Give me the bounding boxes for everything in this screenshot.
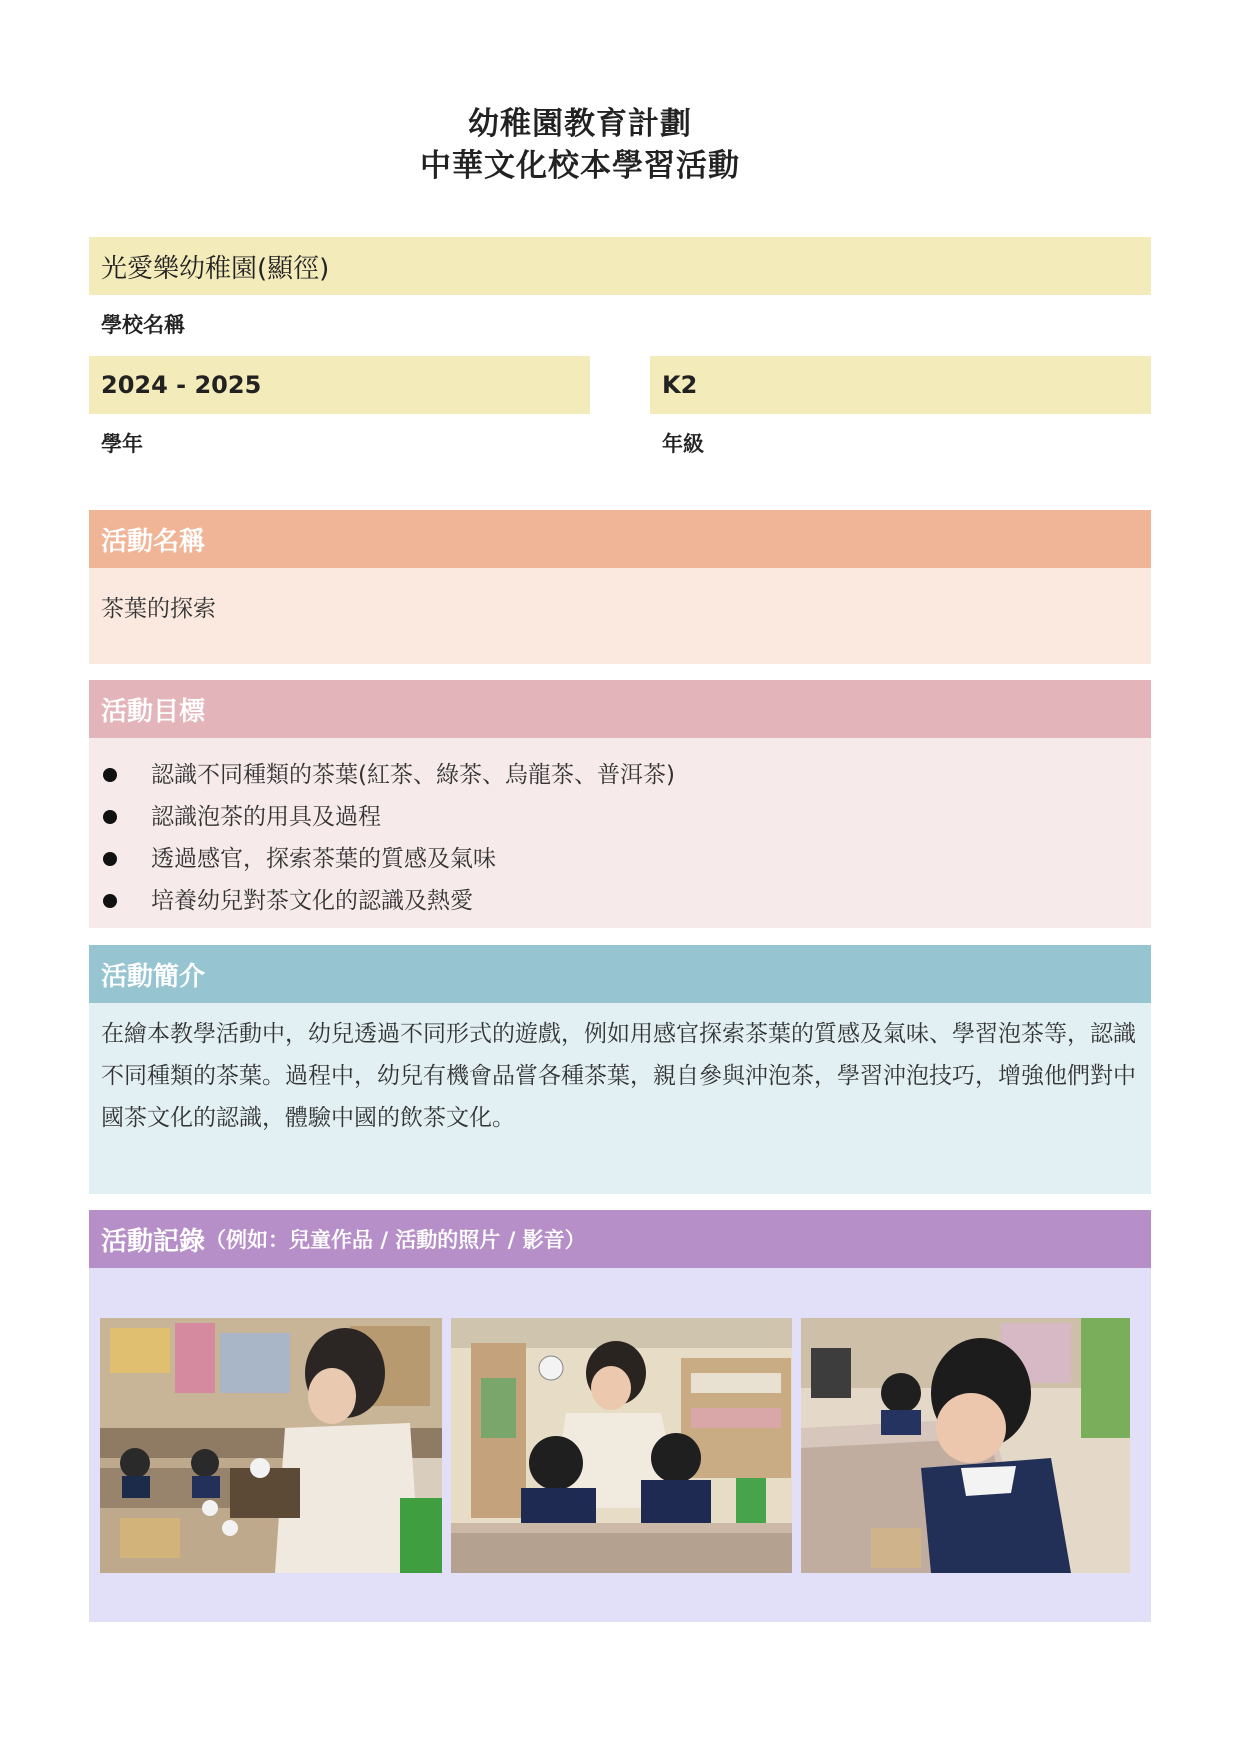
activity-record-heading: 活動記錄 (101, 1226, 206, 1257)
activity-photo-2 (451, 1318, 792, 1573)
bullet-icon (103, 852, 117, 866)
activity-record-heading-note: （例如：兒童作品 / 活動的照片 / 影音） (205, 1228, 586, 1252)
activity-goals-body (89, 738, 1151, 928)
grade-value: K2 (662, 371, 698, 399)
activity-intro-text: 在繪本教學活動中，幼兒透過不同形式的遊戲，例如用感官探索茶葉的質感及氣味、學習泡茶等，認識不同種類的茶葉。過程中，幼兒有機會品嘗各種茶葉，親自參與沖泡茶，學習沖泡技巧，增強他們對中國茶文化的認識，體驗中國的飲茶文化。 (101, 1021, 1136, 1131)
activity-name-body (89, 568, 1151, 664)
photo-boy-tasting-tea (801, 1318, 1130, 1573)
page-title-line2: 中華文化校本學習活動 (420, 148, 740, 184)
activity-name-value: 茶葉的探索 (101, 596, 216, 622)
bullet-icon (103, 768, 117, 782)
activity-intro-header (89, 945, 1151, 1003)
activity-goals-heading: 活動目標 (101, 696, 206, 727)
activity-goals-header (89, 680, 1151, 738)
bullet-icon (103, 894, 117, 908)
school-name-field (89, 237, 1151, 295)
school-name-value: 光愛樂幼稚園(顯徑) (101, 253, 330, 284)
activity-record-header (89, 1210, 1151, 1268)
bullet-icon (103, 810, 117, 824)
page-title-line1: 幼稚園教育計劃 (468, 106, 692, 142)
activity-photo-1 (100, 1318, 442, 1573)
list-item: 認識泡茶的用具及過程 (89, 796, 1151, 838)
activity-photo-3 (801, 1318, 1130, 1573)
activity-name-header (89, 510, 1151, 568)
activity-goals-list (89, 754, 1151, 922)
grade-label: 年級 (662, 432, 704, 456)
grade-field (650, 356, 1151, 414)
list-item: 透過感官，探索茶葉的質感及氣味 (89, 838, 1151, 880)
activity-intro-body (89, 1003, 1151, 1194)
activity-intro-heading: 活動簡介 (101, 961, 206, 992)
list-item: 培養幼兒對茶文化的認識及熱愛 (89, 880, 1151, 922)
school-year-label: 學年 (101, 432, 143, 456)
school-year-field (89, 356, 590, 414)
school-year-value: 2024 - 2025 (101, 371, 262, 399)
activity-name-heading: 活動名稱 (101, 526, 206, 557)
photo-children-smelling-tea (451, 1318, 792, 1573)
list-item: 認識不同種類的茶葉(紅茶、綠茶、烏龍茶、普洱茶) (89, 754, 1151, 796)
school-name-label: 學校名稱 (101, 313, 185, 337)
photo-teacher-pouring-tea (100, 1318, 442, 1573)
